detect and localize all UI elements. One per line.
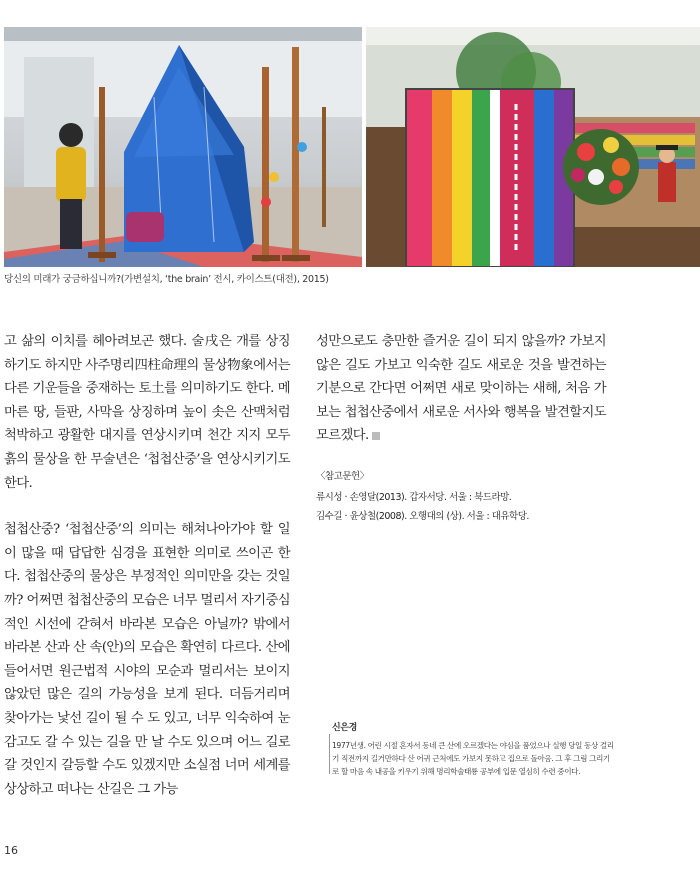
author-name: 신은경	[332, 723, 357, 733]
end-mark-icon	[372, 432, 380, 440]
photo-striped-artwork	[366, 27, 700, 267]
body-paragraph-text: 성만으로도 충만한 즐거운 길이 되지 않을까? 가보지 않은 길도 가보고 익숙한 길도 새로운 것을 발견하는 기분으로 간다면 어쩌면 새로 맞이하는 새해, 처음 가보는 첩첩산중에서 새로운 서사와 행복을 발견할지도 모르겠다.	[316, 334, 606, 444]
photo-installation-tent	[4, 27, 362, 267]
author-bio	[332, 722, 614, 778]
references	[316, 467, 616, 526]
tent-installation-image	[4, 27, 362, 267]
references-title: 〈참고문헌〉	[316, 471, 369, 482]
body-paragraph: 첩첩산중? ‘첩첩산중’의 의미는 해쳐나아가야 할 일이 많을 때 답답한 심경을 표현한 의미로 쓰이곤 한다. 첩첩산중의 물상은 부정적인 의미만을 갖는 것일까? 어쩌면 첩첩산중의 모습은 너무 멀리서 자기중심적인 시선에 갇혀서 바라본 모습은 아닐까? 밖에서 바라본 산과 산 속(안)의 모습은 확연히 다르다. 산에 들어서면 원근법적 시야의 모순과 멀리서는 보이지 않았던 많은 길의 가능성을 보게 된다. 더듬거리며 찾아가는 낯선 길이 될 수 도 있고, 너무 익숙하여 눈 감고도 갈 수 있는 길을 만 날 수도 있으며 어느 길로 갈 것인지 갈등할 수도 있겠지만 소실점 너머 세계를 상상하고 떠나는 산길은 그 가능	[4, 522, 290, 797]
body-left-column	[4, 330, 290, 801]
figure-caption: 당신의 미래가 궁금하십니까?(가변설치, ‘the brain’ 전시, 카이스트(대전), 2015)	[4, 274, 329, 285]
author-bio-text: 1977년생. 어린 시절 혼자서 동네 큰 산에 오르겠다는 야심을 품었으나 실행 당일 동상 걸리기 직전까지 길거만하다 산 어귀 근처에도 가보지 못하고 집으로 돌아옴. 그 후 그림 그리기로 할 마음 속 내공을 키우기 위해 명리학술태룡 공부에 입문 열심히 수련 중이다.	[332, 741, 614, 776]
body-paragraph-end	[316, 330, 606, 448]
page-number: 16	[4, 844, 18, 857]
bio-divider	[329, 734, 330, 774]
reference-item: 김수길 · 윤상철(2008). 오행대의 (상). 서울 : 대유학당.	[316, 511, 529, 522]
striped-artwork-image	[366, 27, 700, 267]
body-paragraph: 고 삶의 이치를 헤아려보곤 했다. 술戌은 개를 상징하기도 하지만 사주명리四柱命理의 물상物象에서는 다른 기운들을 중재하는 토土를 의미하기도 한다. 메마른 땅, 들판, 사막을 상징하며 높이 솟은 산맥처럼 척박하고 광활한 대지를 연상시키며 천간 지지 모두 흙의 물상을 한 무술년은 ‘첩첩산중’을 연상시키기도 한다.	[4, 334, 290, 491]
body-right-column	[316, 330, 606, 448]
striped-canvas	[406, 89, 574, 267]
reference-item: 류시성 · 손영달(2013). 갑자서당. 서울 : 북드라망.	[316, 492, 512, 503]
